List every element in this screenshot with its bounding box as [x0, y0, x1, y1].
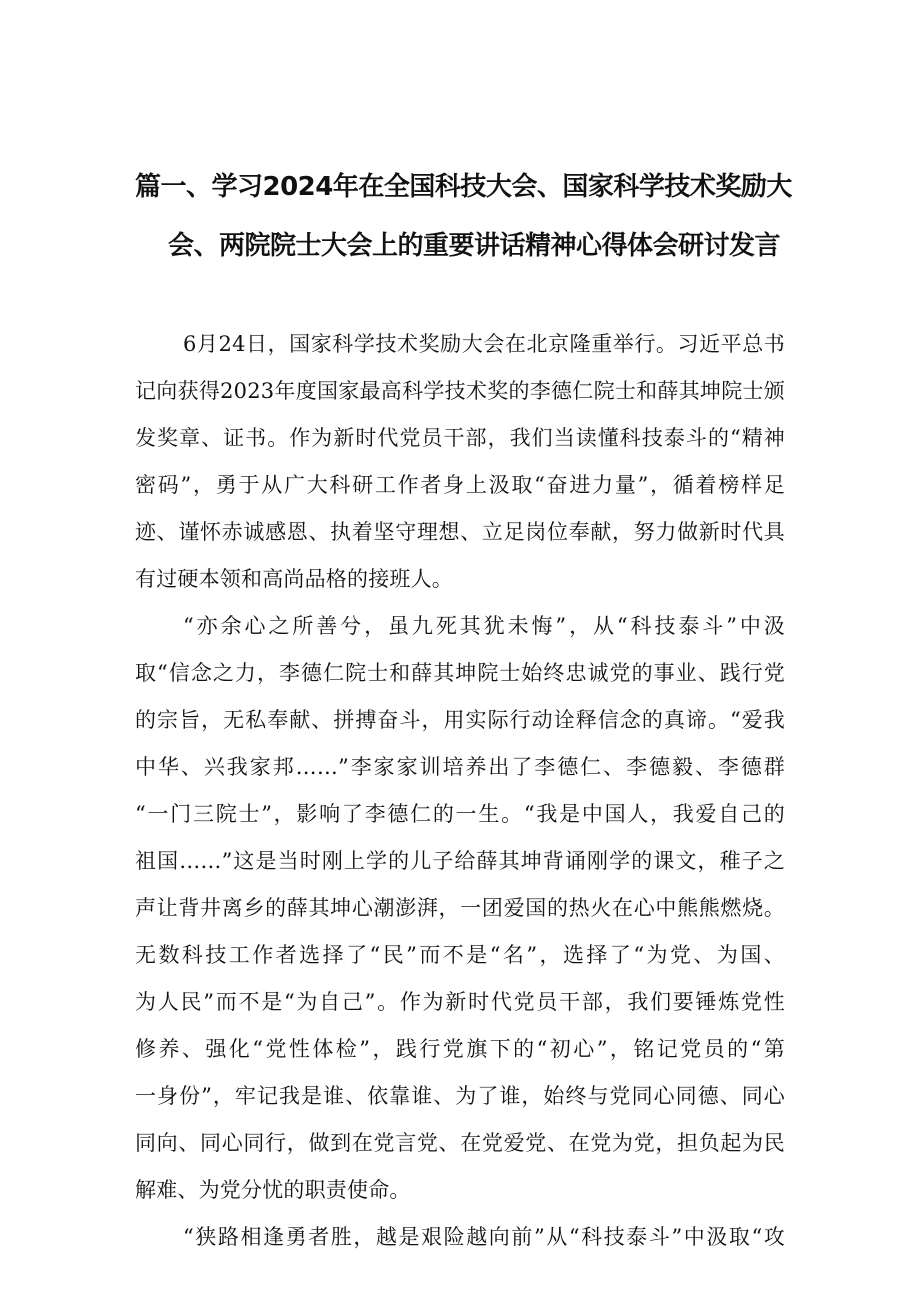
paragraph-line: 祖国……”这是当时刚上学的儿子给薛其坤背诵刚学的课文，稚子之: [135, 849, 785, 873]
paragraph-line: 为人民”而不是“为自己”。作为新时代党员干部，我们要锤炼党性: [135, 990, 785, 1014]
paragraph-line: 同向、同心同行，做到在党言党、在党爱党、在党为党，担负起为民: [135, 1131, 785, 1155]
paragraph-line: 解难、为党分忧的职责使命。: [135, 1178, 411, 1202]
paragraph-line: 的宗旨，无私奉献、拼搏奋斗，用实际行动诠释信念的真谛。“爱我: [135, 708, 785, 732]
document-title-line-2: 会、两院院士大会上的重要讲话精神心得体会研讨发言: [168, 231, 781, 261]
paragraph-line: “亦余心之所善兮，虽九死其犹未悔”，从“科技泰斗”中汲: [183, 614, 785, 638]
paragraph-line: 中华、兴我家邦……”李家家训培养出了李德仁、李德毅、李德群: [135, 755, 785, 779]
paragraph-line: 声让背井离乡的薛其坤心潮澎湃，一团爱国的热火在心中熊熊燃烧。: [135, 896, 785, 920]
paragraph-line: 修养、强化“党性体检”，践行党旗下的“初心”，铭记党员的“第: [135, 1037, 785, 1061]
paragraph-line: 取“信念之力，李德仁院士和薛其坤院士始终忠诚党的事业、践行党: [135, 661, 785, 685]
paragraph-line: 6月24日，国家科学技术奖励大会在北京隆重举行。习近平总书: [183, 332, 785, 356]
paragraph-line: 一身份”，牢记我是谁、依靠谁、为了谁，始终与党同心同德、同心: [135, 1084, 785, 1108]
paragraph-line: 发奖章、证书。作为新时代党员干部，我们当读懂科技泰斗的“精神: [135, 426, 785, 450]
paragraph-line: 有过硬本领和高尚品格的接班人。: [135, 567, 453, 591]
paragraph-line: 无数科技工作者选择了“民”而不是“名”，选择了“为党、为国、: [135, 943, 785, 967]
paragraph-line: 迹、谨怀赤诚感恩、执着坚守理想、立足岗位奉献，努力做新时代具: [135, 520, 785, 544]
paragraph-line: 密码”，勇于从广大科研工作者身上汲取“奋进力量”，循着榜样足: [135, 473, 785, 497]
paragraph-line: 记向获得2023年度国家最高科学技术奖的李德仁院士和薛其坤院士颁: [135, 379, 785, 403]
paragraph-line: “一门三院士”，影响了李德仁的一生。“我是中国人，我爱自己的: [135, 802, 785, 826]
document-title-line-1: 篇一、学习2024年在全国科技大会、国家科学技术奖励大: [135, 172, 792, 202]
paragraph-line: “狭路相逢勇者胜，越是艰险越向前”从“科技泰斗”中汲取“攻: [183, 1225, 785, 1249]
